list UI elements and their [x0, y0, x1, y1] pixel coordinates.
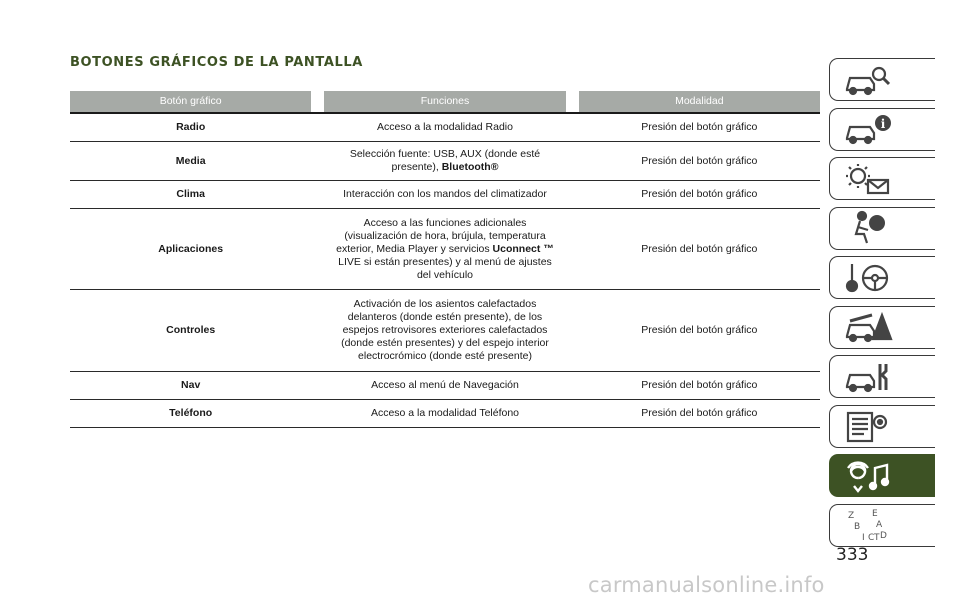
table-row — [70, 372, 820, 400]
row-name: Controles — [166, 324, 216, 336]
row-mode: Presión del botón gráfico — [641, 379, 758, 391]
row-name: Aplicaciones — [158, 242, 224, 255]
svg-text:T: T — [874, 533, 880, 543]
car-maintenance-icon — [842, 359, 894, 395]
row-mode: Presión del botón gráfico — [641, 242, 758, 255]
function-line: exterior, Media Player y servicios — [336, 242, 493, 255]
table-row — [70, 181, 820, 209]
tab-car-info[interactable] — [829, 108, 935, 151]
function-line: del vehículo — [416, 268, 474, 281]
airbag-safety-icon — [842, 210, 894, 246]
tab-car-search[interactable] — [829, 58, 935, 101]
tab-warning-lights[interactable] — [829, 157, 935, 200]
svg-text:B: B — [854, 522, 861, 532]
table-row — [70, 114, 820, 142]
row-mode: Presión del botón gráfico — [641, 188, 758, 200]
row-function — [324, 217, 565, 282]
row-function: Acceso a la modalidad Radio — [376, 121, 513, 133]
car-breakdown-icon — [842, 309, 894, 345]
table-header — [70, 91, 820, 114]
buttons-table — [70, 91, 820, 428]
function-line: (visualización de hora, brújula, temperatura — [344, 229, 546, 242]
header-modalidad: Modalidad — [579, 91, 820, 112]
row-mode: Presión del botón gráfico — [641, 154, 758, 167]
tab-key-steering[interactable] — [829, 256, 935, 299]
row-name: Nav — [181, 379, 201, 391]
row-name: Clima — [176, 188, 205, 200]
row-name: Radio — [176, 121, 206, 133]
svg-text:i: i — [880, 117, 886, 131]
function-line: (donde estén presentes) y del espejo interior — [341, 337, 549, 349]
tab-alphabetical-index[interactable] — [829, 504, 935, 547]
technical-data-icon — [842, 408, 894, 444]
tab-multimedia[interactable] — [829, 454, 935, 497]
page-title: BOTONES GRÁFICOS DE LA PANTALLA — [70, 55, 363, 70]
warning-lights-icon — [842, 161, 894, 197]
function-line: electrocrómico (donde esté presente) — [358, 350, 532, 362]
header-funciones: Funciones — [324, 91, 565, 112]
function-bold: Uconnect ™ — [492, 242, 554, 255]
tab-airbag-safety[interactable] — [829, 207, 935, 250]
table-row — [70, 209, 820, 290]
row-function: Acceso al menú de Navegación — [371, 379, 519, 391]
function-line: Selección fuente: USB, AUX (donde esté — [349, 148, 541, 160]
row-mode: Presión del botón gráfico — [641, 407, 758, 419]
row-name: Teléfono — [169, 407, 213, 419]
function-line: Acceso a las funciones adicionales — [363, 216, 527, 229]
car-info-icon — [842, 111, 894, 147]
tab-car-breakdown[interactable] — [829, 306, 935, 349]
table-row — [70, 142, 820, 181]
key-steering-wheel-icon — [842, 260, 894, 296]
table-row — [70, 400, 820, 428]
function-line: espejos retrovisores exteriores calefactados — [342, 324, 548, 336]
svg-text:D: D — [880, 531, 887, 541]
function-line: LIVE si están presentes) y al menú de ajustes — [338, 255, 552, 268]
row-mode: Presión del botón gráfico — [641, 324, 758, 336]
svg-text:I: I — [862, 533, 865, 543]
svg-text:E: E — [872, 509, 878, 519]
table-row — [70, 290, 820, 372]
alphabetical-index-icon — [842, 507, 894, 543]
function-line: Activación de los asientos calefactados — [353, 298, 537, 310]
function-bold: Bluetooth® — [441, 161, 499, 173]
multimedia-icon — [842, 458, 894, 494]
tab-car-maintenance[interactable] — [829, 355, 935, 398]
chapter-tabs — [829, 58, 935, 553]
function-line: presente), — [391, 161, 442, 173]
row-function: Interacción con los mandos del climatizador — [343, 188, 547, 200]
svg-text:C: C — [868, 533, 875, 543]
row-mode: Presión del botón gráfico — [641, 121, 758, 133]
row-function — [324, 148, 565, 174]
header-boton: Botón gráfico — [70, 91, 311, 112]
page-number: 333 — [836, 545, 869, 565]
watermark: carmanualsonline.info — [588, 573, 825, 597]
tab-technical-data[interactable] — [829, 405, 935, 448]
row-name: Media — [175, 154, 206, 167]
row-function: Acceso a la modalidad Teléfono — [370, 407, 520, 419]
svg-text:Z: Z — [848, 511, 855, 521]
function-line: delanteros (donde estén presente), de los — [347, 311, 543, 323]
row-function — [324, 298, 565, 363]
svg-text:A: A — [876, 520, 883, 530]
car-search-icon — [842, 62, 894, 98]
